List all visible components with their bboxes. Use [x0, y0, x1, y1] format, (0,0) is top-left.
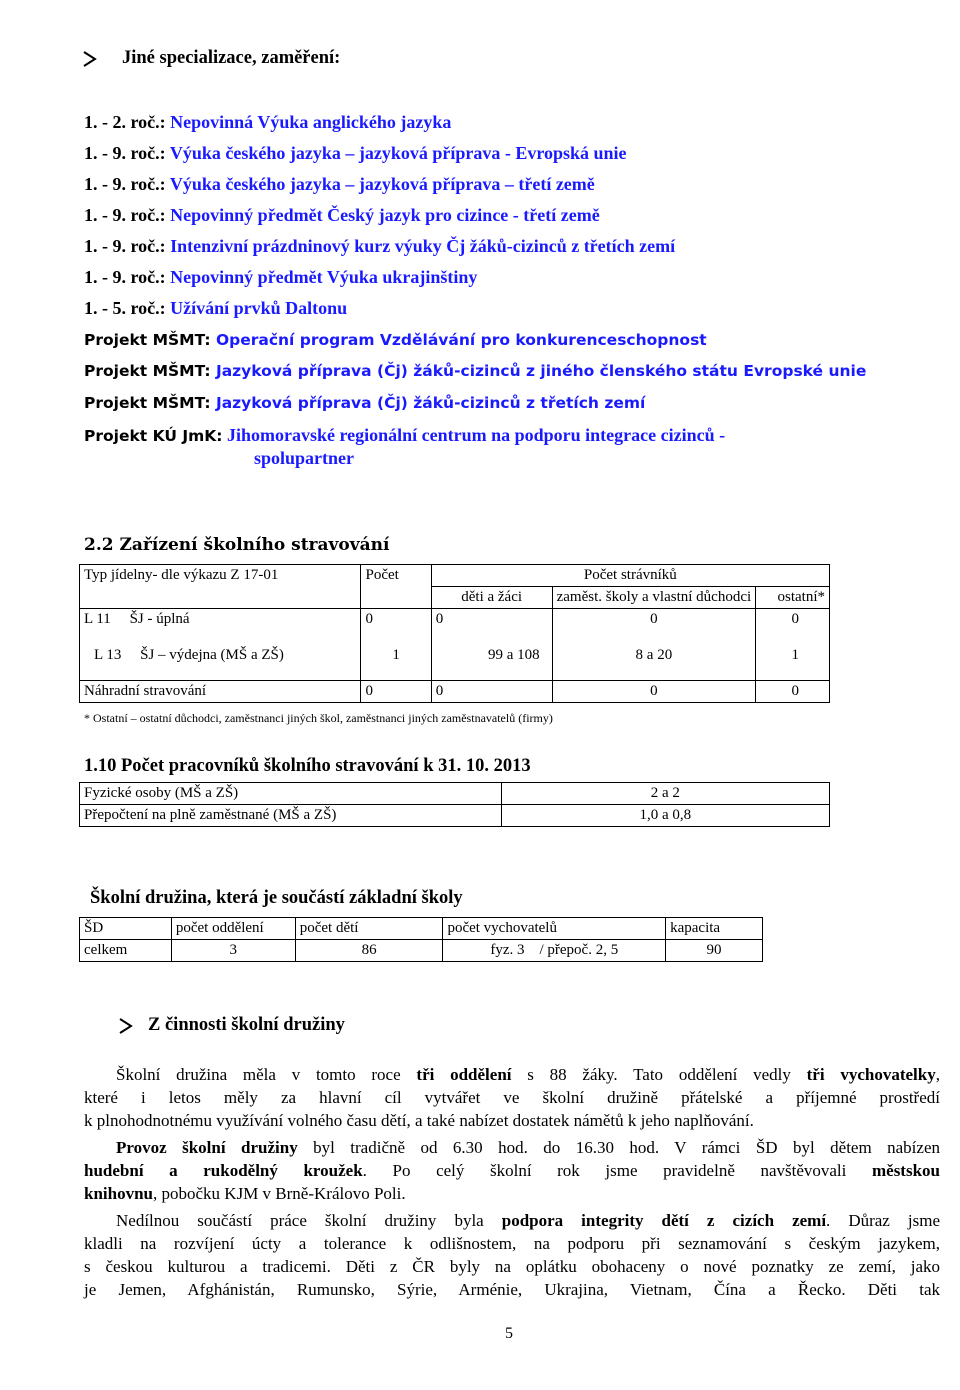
table-row [80, 783, 830, 805]
table-cell: 1 [756, 630, 830, 681]
table-cell: 99 a 108 [431, 630, 552, 681]
table-cell: L 13 ŠJ – výdejna (MŠ a ZŠ) [80, 630, 361, 681]
pracovnici-table [79, 782, 830, 827]
table-cell: 0 [361, 609, 431, 631]
list-item: 1. - 5. roč.: Užívání prvků Daltonu [84, 298, 348, 318]
col-header: Typ jídelny- dle výkazu Z 17-01 [80, 565, 361, 587]
table-cell: 0 [361, 681, 431, 703]
druzina-table [79, 917, 763, 962]
table-cell: Náhradní stravování [80, 681, 361, 703]
list-item: 1. - 9. roč.: Výuka českého jazyka – jazyková příprava - Evropská unie [84, 143, 627, 163]
project-item: Projekt MŠMT: Jazyková příprava (Čj) žáků-cizinců z třetích zemí [84, 394, 646, 412]
page-number: 5 [505, 1325, 513, 1342]
col-header: děti a žáci [431, 587, 552, 609]
table-cell: 0 [552, 681, 756, 703]
table-cell: L 11 ŠJ - úplná [80, 609, 361, 631]
stravovani-heading: 2.2 Zařízení školního stravování [84, 535, 390, 555]
table-cell: Fyzické osoby (MŠ a ZŠ) [80, 783, 502, 805]
stravovani-note: * Ostatní – ostatní důchodci, zaměstnanci jiných škol, zaměstnanci jiných zaměstnavatelů (firmy) [84, 711, 553, 725]
project-item: Projekt KÚ JmK: Jihomoravské regionální centrum na podporu integrace cizinců - [84, 425, 726, 445]
table-cell: 0 [431, 681, 552, 703]
col-header: počet oddělení [171, 918, 295, 940]
table-row [80, 918, 763, 940]
chevron-bullet-icon [82, 50, 98, 68]
cinnost-paragraph-2: Provoz školní družiny byl tradičně od 6.30 hod. do 16.30 hod. V rámci ŠD byl dětem nabízen hudební a rukodělný kroužek. Po celý školní rok jsme pravidelně navštěvovali městskou knihovnu, pobočku KJM v Brně-Královo Poli. [84, 1138, 940, 1203]
col-header: ŠD [80, 918, 172, 940]
empty-cell [80, 587, 361, 609]
table-cell: 0 [431, 609, 552, 631]
project-item: Projekt MŠMT: Jazyková příprava (Čj) žáků-cizinců z jiného členského státu Evropské unie [84, 362, 867, 380]
table-cell: celkem [80, 940, 172, 962]
table-cell: 0 [756, 681, 830, 703]
table-cell: 1,0 a 0,8 [501, 805, 829, 827]
list-item: 1. - 9. roč.: Nepovinný předmět Český jazyk pro cizince - třetí země [84, 205, 600, 225]
project-item-continuation: spolupartner [254, 448, 355, 468]
list-item: 1. - 2. roč.: Nepovinná Výuka anglického jazyka [84, 112, 452, 132]
table-cell: 8 a 20 [552, 630, 756, 681]
cinnost-heading: Z činnosti školní družiny [148, 1015, 345, 1035]
table-cell: 0 [756, 609, 830, 631]
project-item: Projekt MŠMT: Operační program Vzdělávání pro konkurenceschopnost [84, 331, 707, 349]
table-cell: Přepočtení na plně zaměstnané (MŠ a ZŠ) [80, 805, 502, 827]
list-item: 1. - 9. roč.: Intenzivní prázdninový kurz výuky Čj žáků-cizinců z třetích zemí [84, 236, 676, 256]
table-row [80, 681, 830, 703]
table-cell: 2 a 2 [501, 783, 829, 805]
table-cell: 86 [295, 940, 443, 962]
pracovnici-heading: 1.10 Počet pracovníků školního stravování k 31. 10. 2013 [84, 756, 531, 776]
table-cell: 90 [666, 940, 763, 962]
cinnost-paragraph-3: Nedílnou součástí práce školní družiny byla podpora integrity dětí z cizích zemí. Důraz jsme kladli na rozvíjení úcty a tolerance k odlišnostem, na podporu při seznamování s českým jazykem, s českou kulturou a tradicemi. Děti z ČR byly na oplátku obohaceny o nové poznatky ze zemí, jako je Jemen, Afghánistán, Rumunsko, Sýrie, Arménie, Ukrajina, Vietnam, Čína a Řecko. Děti tak [84, 1211, 940, 1299]
col-header: Počet [361, 565, 431, 587]
table-cell: 3 [171, 940, 295, 962]
table-row [80, 609, 830, 631]
table-row [80, 805, 830, 827]
chevron-bullet-icon [118, 1017, 134, 1035]
specializace-heading: Jiné specializace, zaměření: [122, 48, 341, 68]
table-cell: 1 [361, 630, 431, 681]
list-item: 1. - 9. roč.: Nepovinný předmět Výuka ukrajinštiny [84, 267, 478, 287]
table-cell: fyz. 3 / přepoč. 2, 5 [443, 940, 666, 962]
druzina-heading: Školní družina, která je součástí základní školy [90, 888, 463, 908]
col-header: počet vychovatelů [443, 918, 666, 940]
stravovani-table [79, 564, 830, 703]
cinnost-paragraph-1: Školní družina měla v tomto roce tři oddělení s 88 žáky. Tato oddělení vedly tři vychovatelky, které i letos měly za hlavní cíl vytvářet ve školní družině přátelské a příjemné prostředí k plnohodnotnému využívání volného času dětí, a také nabízet dostatek námětů k jeho naplňování. [84, 1065, 940, 1130]
list-item: 1. - 9. roč.: Výuka českého jazyka – jazyková příprava – třetí země [84, 174, 595, 194]
col-header: kapacita [666, 918, 763, 940]
empty-cell [361, 587, 431, 609]
col-header: Počet strávníků [431, 565, 829, 587]
table-row [80, 630, 830, 681]
col-header: zaměst. školy a vlastní důchodci [552, 587, 756, 609]
table-cell: 0 [552, 609, 756, 631]
col-header: ostatní* [756, 587, 830, 609]
table-row [80, 940, 763, 962]
col-header: počet dětí [295, 918, 443, 940]
